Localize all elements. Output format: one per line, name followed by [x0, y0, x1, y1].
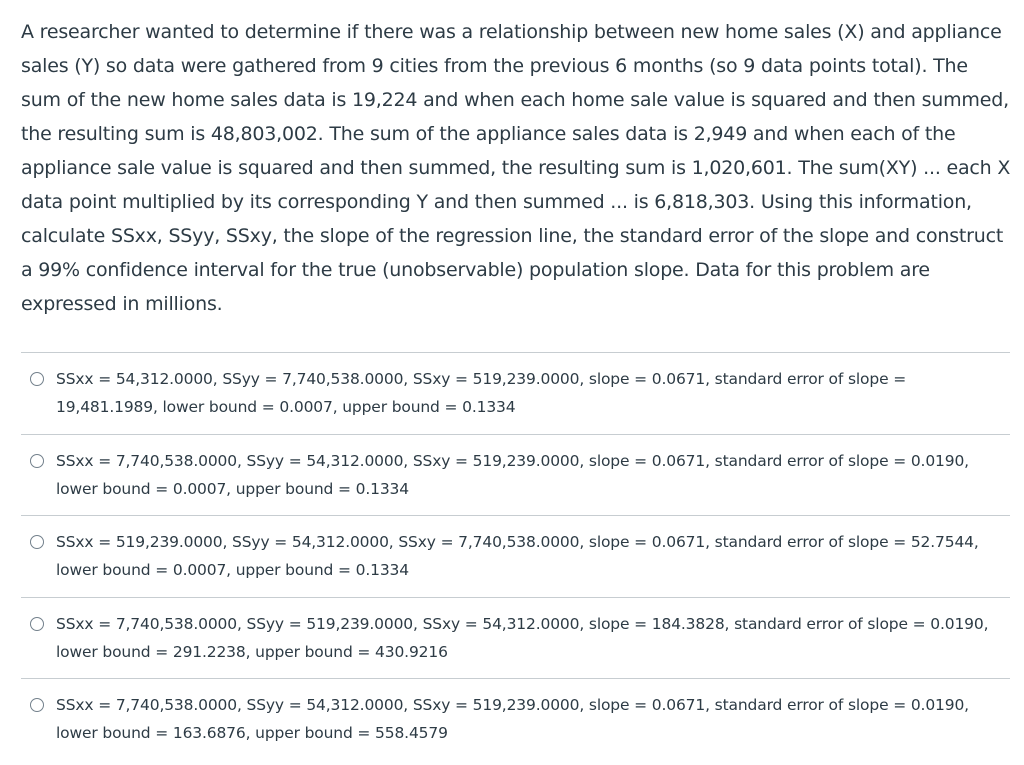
- radio-button[interactable]: [30, 372, 44, 386]
- answer-option-3[interactable]: [21, 515, 1010, 597]
- answer-option-5[interactable]: [21, 678, 1010, 760]
- answer-option-4[interactable]: [21, 597, 1010, 679]
- answer-label: SSxx = 7,740,538.0000, SSyy = 54,312.0000, SSxy = 519,239.0000, slope = 0.0671, standard error of slope = 0.0190, lower bound = 0.0007, upper bound = 0.1334: [56, 451, 969, 498]
- answer-list: [21, 352, 1010, 760]
- answer-label: SSxx = 7,740,538.0000, SSyy = 519,239.0000, SSxy = 54,312.0000, slope = 184.3828, standard error of slope = 0.0190, lower bound = 291.2238, upper bound = 430.9216: [56, 614, 989, 661]
- radio-button[interactable]: [30, 454, 44, 468]
- radio-button[interactable]: [30, 535, 44, 549]
- answer-option-1[interactable]: [21, 352, 1010, 434]
- answer-label: SSxx = 519,239.0000, SSyy = 54,312.0000, SSxy = 7,740,538.0000, slope = 0.0671, standard error of slope = 52.7544, lower bound = 0.0007, upper bound = 0.1334: [56, 533, 979, 579]
- question-text: A researcher wanted to determine if there was a relationship between new home sales (X) and appliance sales (Y) so data were gathered from 9 cities from the previous 6 months (so 9 data points total). The sum of the new home sales data is 19,224 and when each home sale value is squared and then summed, the resulting sum is 48,803,002. The sum of the appliance sales data is 2,949 and when each of the appliance sale value is squared and then summed, the resulting sum is 1,020,601. The sum(XY) ... each X data point multiplied by its corresponding Y and then summed ... is 6,818,303. Using this information, calculate SSxx, SSyy, SSxy, the slope of the regression line, the standard error of the slope and construct a 99% confidence interval for the true (unobservable) population slope. Data for this problem are expressed in millions.: [21, 21, 1011, 315]
- answer-option-2[interactable]: [21, 434, 1010, 516]
- answer-label: SSxx = 54,312.0000, SSyy = 7,740,538.0000, SSxy = 519,239.0000, slope = 0.0671, standard error of slope = 19,481.1989, lower bound = 0.0007, upper bound = 0.1334: [56, 370, 907, 416]
- answer-label: SSxx = 7,740,538.0000, SSyy = 54,312.0000, SSxy = 519,239.0000, slope = 0.0671, standard error of slope = 0.0190, lower bound = 163.6876, upper bound = 558.4579: [56, 696, 969, 742]
- radio-button[interactable]: [30, 698, 44, 712]
- radio-button[interactable]: [30, 617, 44, 631]
